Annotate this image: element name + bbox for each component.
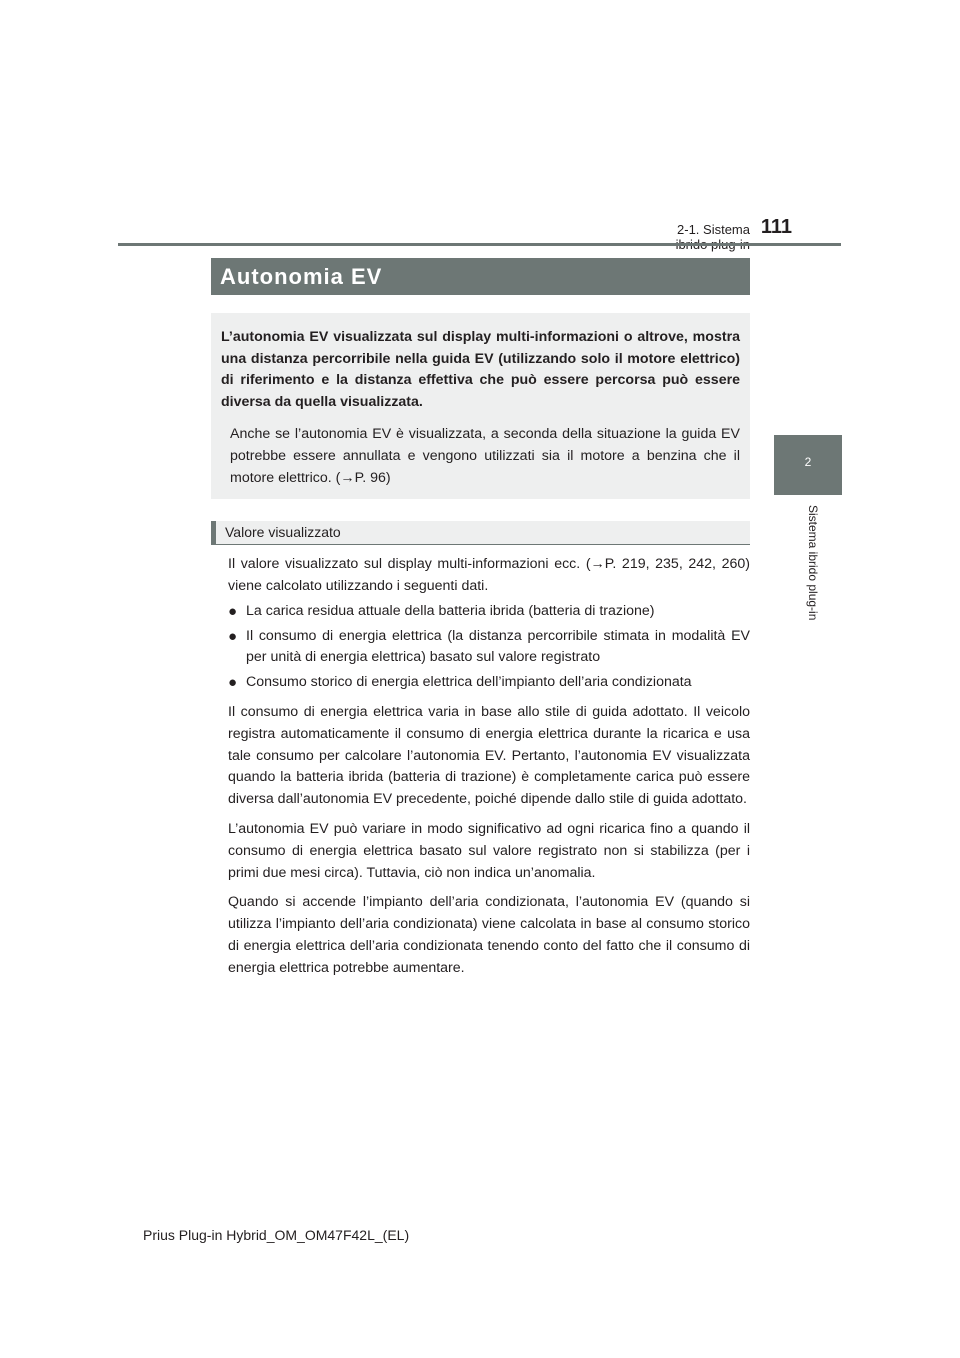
bullet-icon: ● xyxy=(228,674,238,692)
body-paragraph: Il consumo di energia elettrica varia in base allo stile di guida adottato. Il veicolo registra automaticamente il consumo di energia elettrica durante la ricarica e usa tale consumo per calcolare l’autonomia EV. Pertanto, l’autonomia EV visualizzata quando la batteria ibrida (batteria di trazione) è completamente carica può essere diversa dall’autonomia EV precedente, poiché dipende dallo stile di guida adottato. xyxy=(228,703,750,808)
intro-summary: L’autonomia EV visualizzata sul display multi-informazioni o altrove, mostra una distanza percorribile nella guida EV (utilizzando solo il motore elettrico) di riferimento e la distanza effettiva che può essere percorsa può essere diversa da quella visualizzata. xyxy=(221,329,740,410)
list-item xyxy=(228,601,750,623)
list-item xyxy=(228,626,750,670)
body-paragraph: Quando si accende l’impianto dell’aria condizionata, l’autonomia EV (quando si utilizza l’impianto dell’aria condizionata) viene calcolata in base al consumo storico di energia elettrica dell’aria condizionata tenendo conto del fatto che il consumo di energia elettrica potrebbe aumentare. xyxy=(228,894,750,976)
header-section-title: 2-1. Sistema xyxy=(677,222,750,237)
list-item-text: Il consumo di energia elettrica (la distanza percorribile stimata in modalità EV per unità di energia elettrica) basato sul valore registrato xyxy=(246,627,750,666)
body-paragraph: L’autonomia EV può variare in modo significativo ad ogni ricarica fino a quando il consumo di energia elettrica basato sul valore registrato non si stabilizza (per i primi due mesi circa). Tuttavia, ciò non indica un’anomalia. xyxy=(228,820,750,881)
bullet-icon: ● xyxy=(228,627,238,645)
chapter-tab-number: 2 xyxy=(804,455,812,469)
bullet-icon: ● xyxy=(228,602,238,620)
body-paragraph: Il valore visualizzato sul display multi-informazioni ecc. (→P. 219, 235, 242, 260) viene calcolato utilizzando i seguenti dati. xyxy=(228,556,750,594)
page-content xyxy=(211,258,750,980)
list-item-text: Consumo storico di energia elettrica dell’impianto dell’aria condizionata xyxy=(246,674,692,691)
list-item xyxy=(228,672,750,694)
chapter-side-title: Sistema ibrido plug-in xyxy=(806,505,820,621)
section-title: Autonomia EV xyxy=(211,258,750,295)
intro-box xyxy=(211,313,750,499)
intro-note: Anche se l’autonomia EV è visualizzata, a seconda della situazione la guida EV potrebbe essere annullata e vengono utilizzati sia il motore a benzina che il motore elettrico. (→P. 96) xyxy=(230,426,740,486)
list-item-text: La carica residua attuale della batteria ibrida (batteria di trazione) xyxy=(246,602,655,619)
subsection-body xyxy=(211,554,750,979)
footer-manual-id: Prius Plug-in Hybrid_OM_OM47F42L_(EL) xyxy=(143,1227,410,1243)
page-number: 111 xyxy=(760,216,792,238)
header-divider xyxy=(118,243,841,246)
subsection-title: Valore visualizzato xyxy=(211,521,750,545)
